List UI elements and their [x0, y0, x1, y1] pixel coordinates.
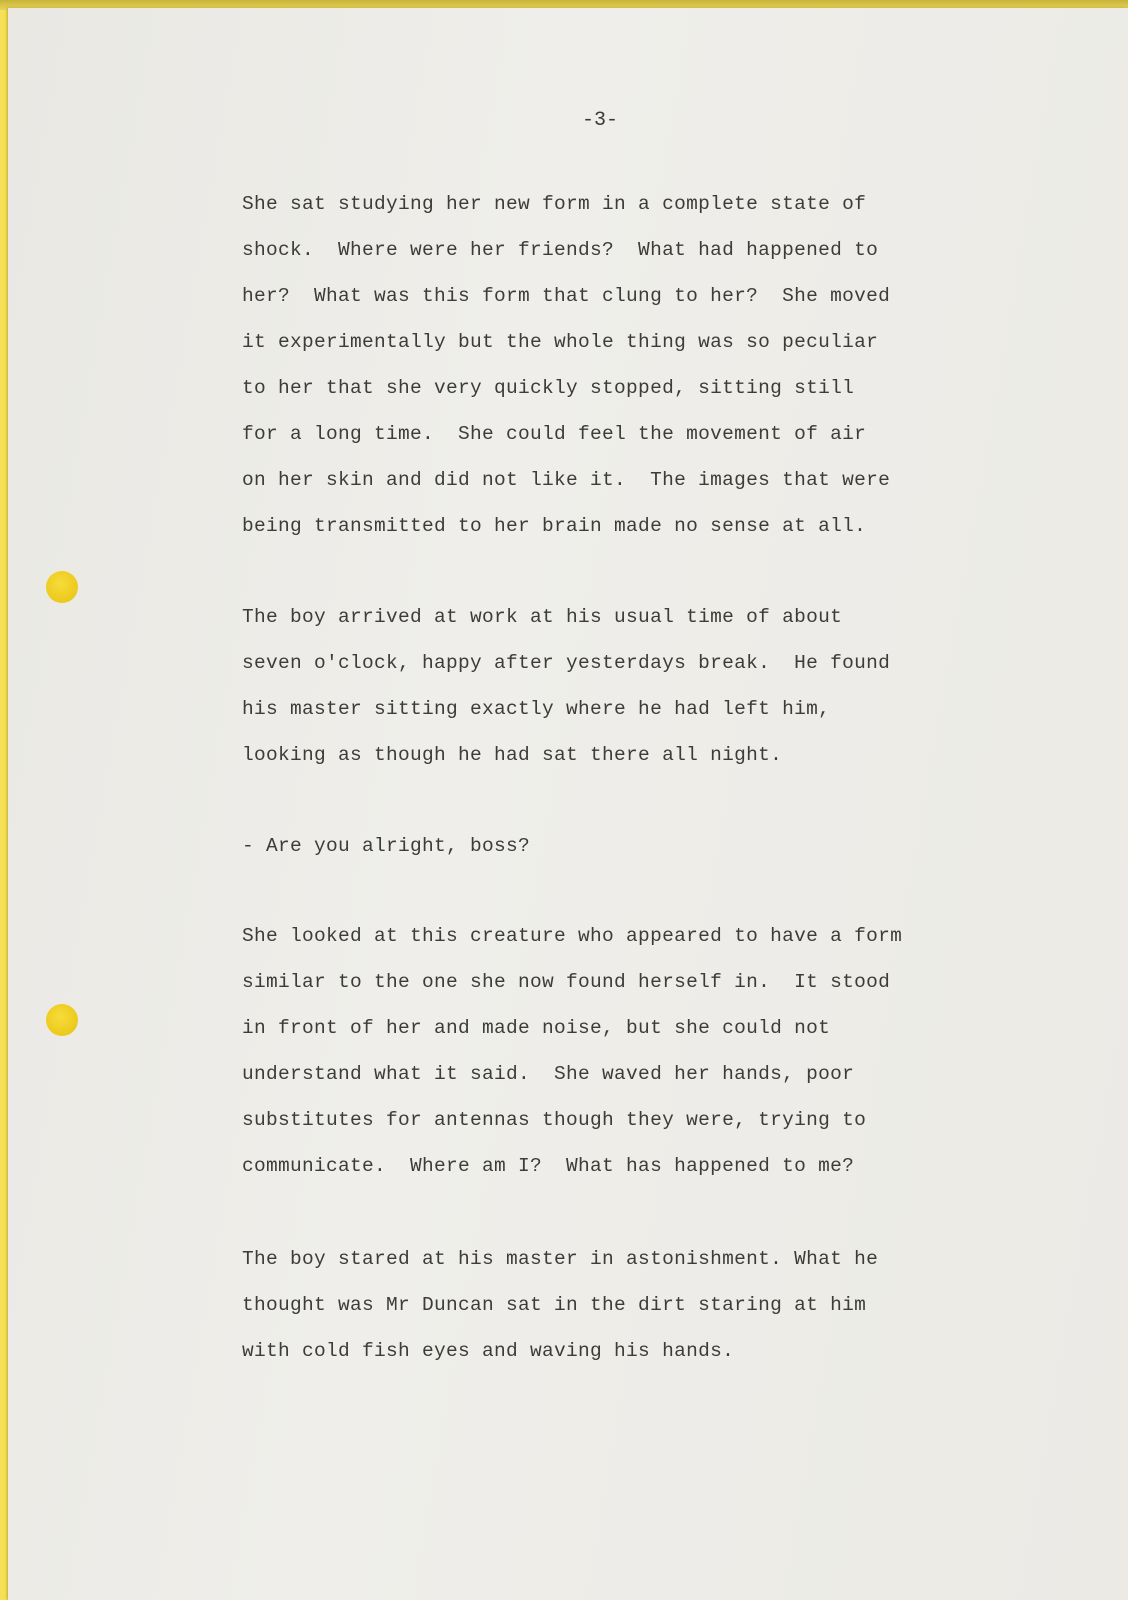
- text-line: understand what it said. She waved her hands, poor: [242, 1063, 855, 1085]
- text-line: it experimentally but the whole thing was so peculiar: [242, 331, 879, 353]
- text-line: The boy stared at his master in astonishment. What he: [242, 1248, 879, 1270]
- paragraph: [242, 594, 890, 778]
- dialogue-line: [242, 823, 530, 869]
- punch-hole: [46, 571, 78, 603]
- text-line: communicate. Where am I? What has happened to me?: [242, 1155, 855, 1177]
- text-line: for a long time. She could feel the movement of air: [242, 423, 867, 445]
- text-line: thought was Mr Duncan sat in the dirt staring at him: [242, 1294, 867, 1316]
- paragraph: [242, 1236, 878, 1374]
- punch-hole: [46, 1004, 78, 1036]
- page-number: -3-: [582, 109, 619, 132]
- text-line: her? What was this form that clung to her? She moved: [242, 285, 891, 307]
- text-line: looking as though he had sat there all night.: [242, 744, 783, 766]
- text-line: in front of her and made noise, but she could not: [242, 1017, 831, 1039]
- text-line: seven o'clock, happy after yesterdays break. He found: [242, 652, 891, 674]
- text-line: She sat studying her new form in a complete state of: [242, 193, 867, 215]
- paragraph: [242, 913, 902, 1189]
- text-line: with cold fish eyes and waving his hands.: [242, 1340, 735, 1362]
- text-line: The boy arrived at work at his usual time of about: [242, 606, 843, 628]
- text-line: - Are you alright, boss?: [242, 835, 531, 857]
- text-line: similar to the one she now found herself in. It stood: [242, 971, 891, 993]
- text-line: substitutes for antennas though they were, trying to: [242, 1109, 867, 1131]
- text-line: his master sitting exactly where he had left him,: [242, 698, 831, 720]
- text-line: on her skin and did not like it. The images that were: [242, 469, 891, 491]
- text-line: shock. Where were her friends? What had happened to: [242, 239, 879, 261]
- paragraph: [242, 181, 890, 549]
- text-line: She looked at this creature who appeared to have a form: [242, 925, 903, 947]
- text-line: to her that she very quickly stopped, sitting still: [242, 377, 855, 399]
- text-line: being transmitted to her brain made no sense at all.: [242, 515, 867, 537]
